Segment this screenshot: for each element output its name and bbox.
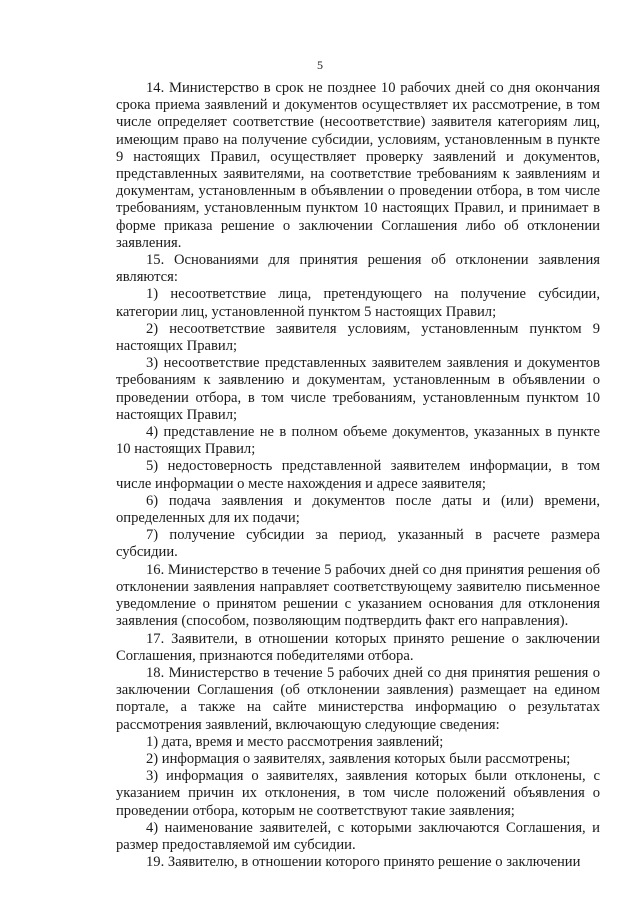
document-body — [116, 80, 600, 871]
paragraph-18-item-1: 1) дата, время и место рассмотрения заявлений; — [146, 733, 444, 750]
paragraph-18: 18. Министерство в течение 5 рабочих дней со дня принятия решения о заключении Соглашения (об отклонении заявления) размещает на едином портале, а также на сайте министерства информацию о результатах рассмотрения заявлений, включающую следующие сведения: — [116, 664, 600, 733]
paragraph-18-item-4: 4) наименование заявителей, с которыми заключаются Соглашения, и размер предоставляемой им субсидии. — [116, 819, 600, 853]
paragraph-15-item-1: 1) несоответствие лица, претендующего на получение субсидии, категории лиц, установленной пунктом 5 настоящих Правил; — [116, 286, 600, 320]
paragraph-18-item-3: 3) информация о заявителях, заявления которых были отклонены, с указанием причин их отклонения, в том числе положений объявления о проведении отбора, которым не соответствуют такие заявления; — [116, 768, 600, 819]
paragraph-18-item-2: 2) информация о заявителях, заявления которых были рассмотрены; — [146, 750, 571, 767]
paragraph-15: 15. Основаниями для принятия решения об отклонении заявления являются: — [116, 252, 600, 286]
paragraph-17: 17. Заявители, в отношении которых принято решение о заключении Соглашения, признаются победителями отбора. — [116, 630, 600, 664]
page-number: 5 — [317, 58, 323, 72]
paragraph-15-item-5: 5) недостоверность представленной заявителем информации, в том числе информации о месте нахождения и адресе заявителя; — [116, 458, 600, 492]
paragraph-15-item-3: 3) несоответствие представленных заявителем заявления и документов требованиям к заявлению и документам, установленным в объявлении о проведении отбора, в том числе требованиям, установленным пунктом 10 настоящих Правил; — [116, 355, 600, 423]
paragraph-15-item-7: 7) получение субсидии за период, указанный в расчете размера субсидии. — [116, 527, 600, 561]
paragraph-16: 16. Министерство в течение 5 рабочих дней со дня принятия решения об отклонении заявления направляет соответствующему заявителю письменное уведомление о принятом решении с указанием основания для отклонения заявления (способом, позволяющим подтвердить факт его направления). — [116, 561, 600, 630]
paragraph-14: 14. Министерство в срок не позднее 10 рабочих дней со дня окончания срока приема заявлений и документов осуществляет их рассмотрение, в том числе определяет соответствие (несоответствие) заявителя категориям лиц, имеющим право на получение субсидии, условиям, установленным в пункте 9 настоящих Правил, осуществляет проверку заявлений и документов, представленных заявителями, на соответствие требованиям к заявлениям и документам, установленным в объявлении о проведении отбора, в том числе требованиям, установленным пунктом 10 настоящих Правил, и принимает в форме приказа решение о заключении Соглашения либо об отклонении заявления. — [116, 80, 600, 251]
paragraph-19: 19. Заявителю, в отношении которого принято решение о заключении — [146, 854, 581, 871]
paragraph-15-item-2: 2) несоответствие заявителя условиям, установленным пунктом 9 настоящих Правил; — [116, 320, 600, 355]
paragraph-15-item-4: 4) представление не в полном объеме документов, указанных в пункте 10 настоящих Правил; — [116, 424, 600, 458]
paragraph-15-item-6: 6) подача заявления и документов после даты и (или) времени, определенных для их подачи; — [116, 492, 600, 527]
